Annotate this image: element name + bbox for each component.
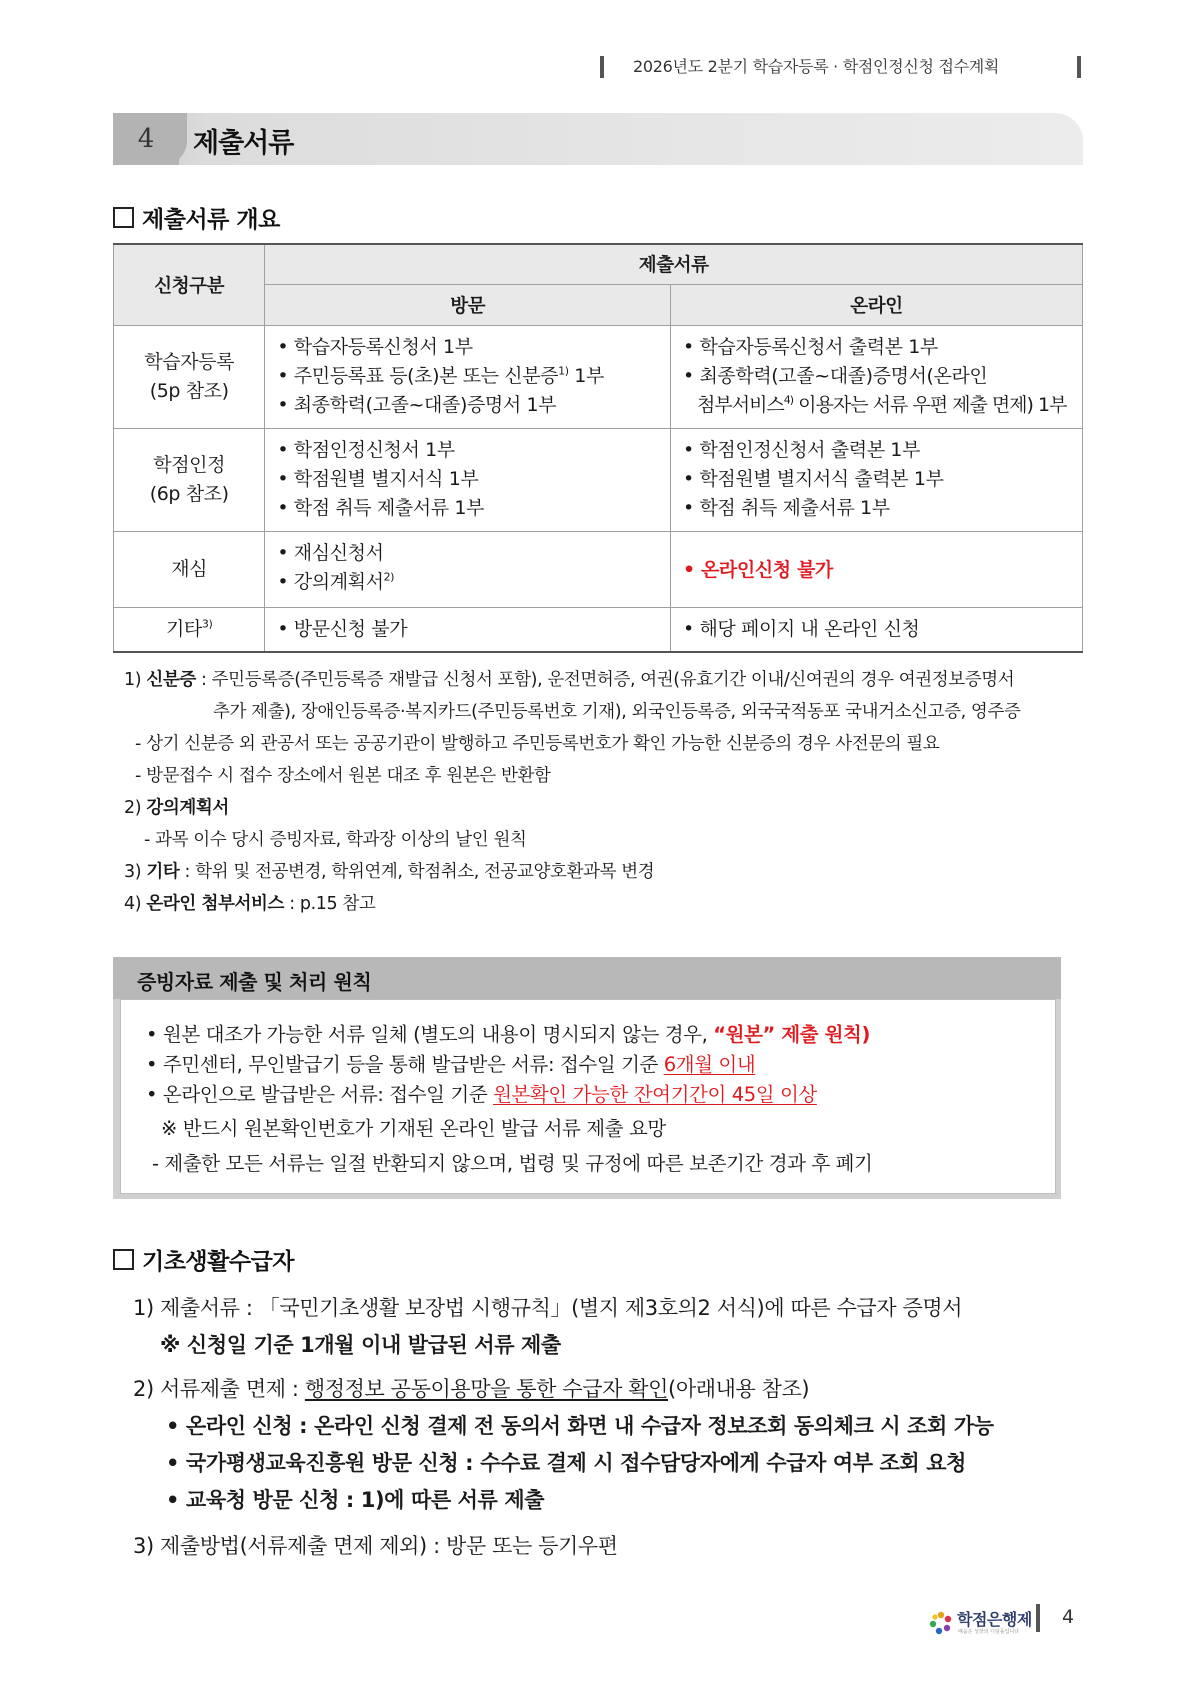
basic-item-3: 3) 제출방법(서류제출 면제 제외) : 방문 또는 등기우편 [133, 1534, 618, 1558]
basic-item-1-note: ※ 신청일 기준 1개월 이내 발급된 서류 제출 [160, 1333, 561, 1357]
checkbox-square-icon [113, 207, 134, 228]
header-divider [1077, 56, 1081, 78]
visit-docs: • 학습자등록신청서 1부 • 주민등록표 등(초)본 또는 신분증$^{1)}$ 1부 • 최종학력(고졸~대졸)증명서 1부 [265, 325, 671, 428]
online-docs: • 해당 페이지 내 온라인 신청 [671, 607, 1083, 652]
evidence-note: - 제출한 모든 서류는 일절 반환되지 않으며, 법령 및 규정에 따른 보존기간 경과 후 폐기 [152, 1152, 873, 1175]
evidence-item: • 온라인으로 발급받은 서류: 접수일 기준 원본확인 가능한 잔여기간이 45일 이상 [146, 1083, 817, 1106]
footnote-4: 4) 온라인 첨부서비스 : p.15 참고 [124, 894, 376, 914]
footnote-1-sub: - 방문접수 시 접수 장소에서 원본 대조 후 원본은 반환함 [135, 766, 551, 786]
row-category: 학습자등록 (5p 참조) [114, 325, 265, 428]
online-docs: • 온라인신청 불가 [671, 531, 1083, 607]
footnote-1-sub: - 상기 신분증 외 관공서 또는 공공기관이 발행하고 주민등록번호가 확인 가능한 신분증의 경우 사전문의 필요 [135, 734, 940, 754]
basic-bullet: • 교육청 방문 신청 : 1)에 따른 서류 제출 [166, 1488, 545, 1512]
table-row [114, 325, 1083, 428]
footer-logo-text: 학점은행제 [957, 1610, 1032, 1629]
row-category: 학점인정 (6p 참조) [114, 428, 265, 531]
row-category: 기타$^{3)}$ [114, 607, 265, 652]
visit-docs: • 방문신청 불가 [265, 607, 671, 652]
evidence-box-title: 증빙자료 제출 및 처리 원칙 [113, 957, 1061, 999]
table-row [114, 428, 1083, 531]
header-documents: 제출서류 [265, 244, 1083, 284]
table-row [114, 531, 1083, 607]
section-title: 제출서류 [193, 128, 294, 159]
header-divider [600, 56, 604, 78]
footnote-2-sub: - 과목 이수 당시 증빙자료, 학과장 이상의 날인 원칙 [144, 830, 527, 850]
document-header-title: 2026년도 2분기 학습자등록 · 학점인정신청 접수계획 [633, 57, 1000, 76]
basic-bullet: • 온라인 신청 : 온라인 신청 결제 전 동의서 화면 내 수급자 정보조회 동의체크 시 조회 가능 [166, 1414, 994, 1438]
evidence-note: ※ 반드시 원본확인번호가 기재된 온라인 발급 서류 제출 요망 [161, 1117, 666, 1140]
footnote-1: 1) 신분증 : 주민등록증(주민등록증 재발급 신청서 포함), 운전면허증, 여권(유효기간 이내/신여권의 경우 여권정보증명서 [124, 670, 1015, 690]
checkbox-square-icon [113, 1249, 134, 1270]
footnote-2: 2) 강의계획서 [124, 798, 229, 818]
section-number: 4 [113, 113, 179, 165]
evidence-item: • 원본 대조가 가능한 서류 일체 (별도의 내용이 명시되지 않는 경우, “원본” 제출 원칙) [146, 1023, 871, 1046]
basic-item-2: 2) 서류제출 면제 : 행정정보 공동이용망을 통한 수급자 확인(아래내용 참조) [133, 1377, 810, 1401]
footnote-1-continued: 추가 제출), 장애인등록증·복지카드(주민등록번호 기재), 외국인등록증, 외국국적동포 국내거소신고증, 영주증 [213, 702, 1021, 722]
online-docs: • 학점인정신청서 출력본 1부 • 학점원별 별지서식 출력본 1부 • 학점 취득 제출서류 1부 [671, 428, 1083, 531]
footnote-3: 3) 기타 : 학위 및 전공변경, 학위연계, 학점취소, 전공교양호환과목 변경 [124, 862, 655, 882]
basic-recipient-heading: 기초생활수급자 [113, 1243, 294, 1276]
header-visit: 방문 [265, 284, 671, 325]
visit-docs: • 학점인정신청서 1부 • 학점원별 별지서식 1부 • 학점 취득 제출서류 1부 [265, 428, 671, 531]
basic-item-1: 1) 제출서류 : 「국민기초생활 보장법 시행규칙」(별지 제3호의2 서식)에 따른 수급자 증명서 [133, 1296, 963, 1320]
evidence-item: • 주민센터, 무인발급기 등을 통해 발급받은 서류: 접수일 기준 6개월 이내 [146, 1053, 756, 1076]
row-category: 재심 [114, 531, 265, 607]
logo-icon [928, 1610, 954, 1636]
online-docs: • 학습자등록신청서 출력본 1부 • 최종학력(고졸~대졸)증명서(온라인 첨부서비스$^{4)}$ 이용자는 서류 우편 제출 면제) 1부 [671, 325, 1083, 428]
footer-logo-tagline: 배움은 성장의 디딤돌입니다 [958, 1629, 1020, 1635]
visit-docs: • 재심신청서 • 강의계획서$^{2)}$ [265, 531, 671, 607]
overview-heading: 제출서류 개요 [113, 201, 280, 234]
documents-table [113, 243, 1083, 653]
basic-bullet: • 국가평생교육진흥원 방문 신청 : 수수료 결제 시 접수담당자에게 수급자 여부 조회 요청 [166, 1451, 966, 1475]
footer-divider [1036, 1604, 1040, 1632]
table-row [114, 607, 1083, 652]
page-number: 4 [1062, 1606, 1075, 1628]
header-online: 온라인 [671, 284, 1083, 325]
header-category: 신청구분 [114, 244, 265, 325]
